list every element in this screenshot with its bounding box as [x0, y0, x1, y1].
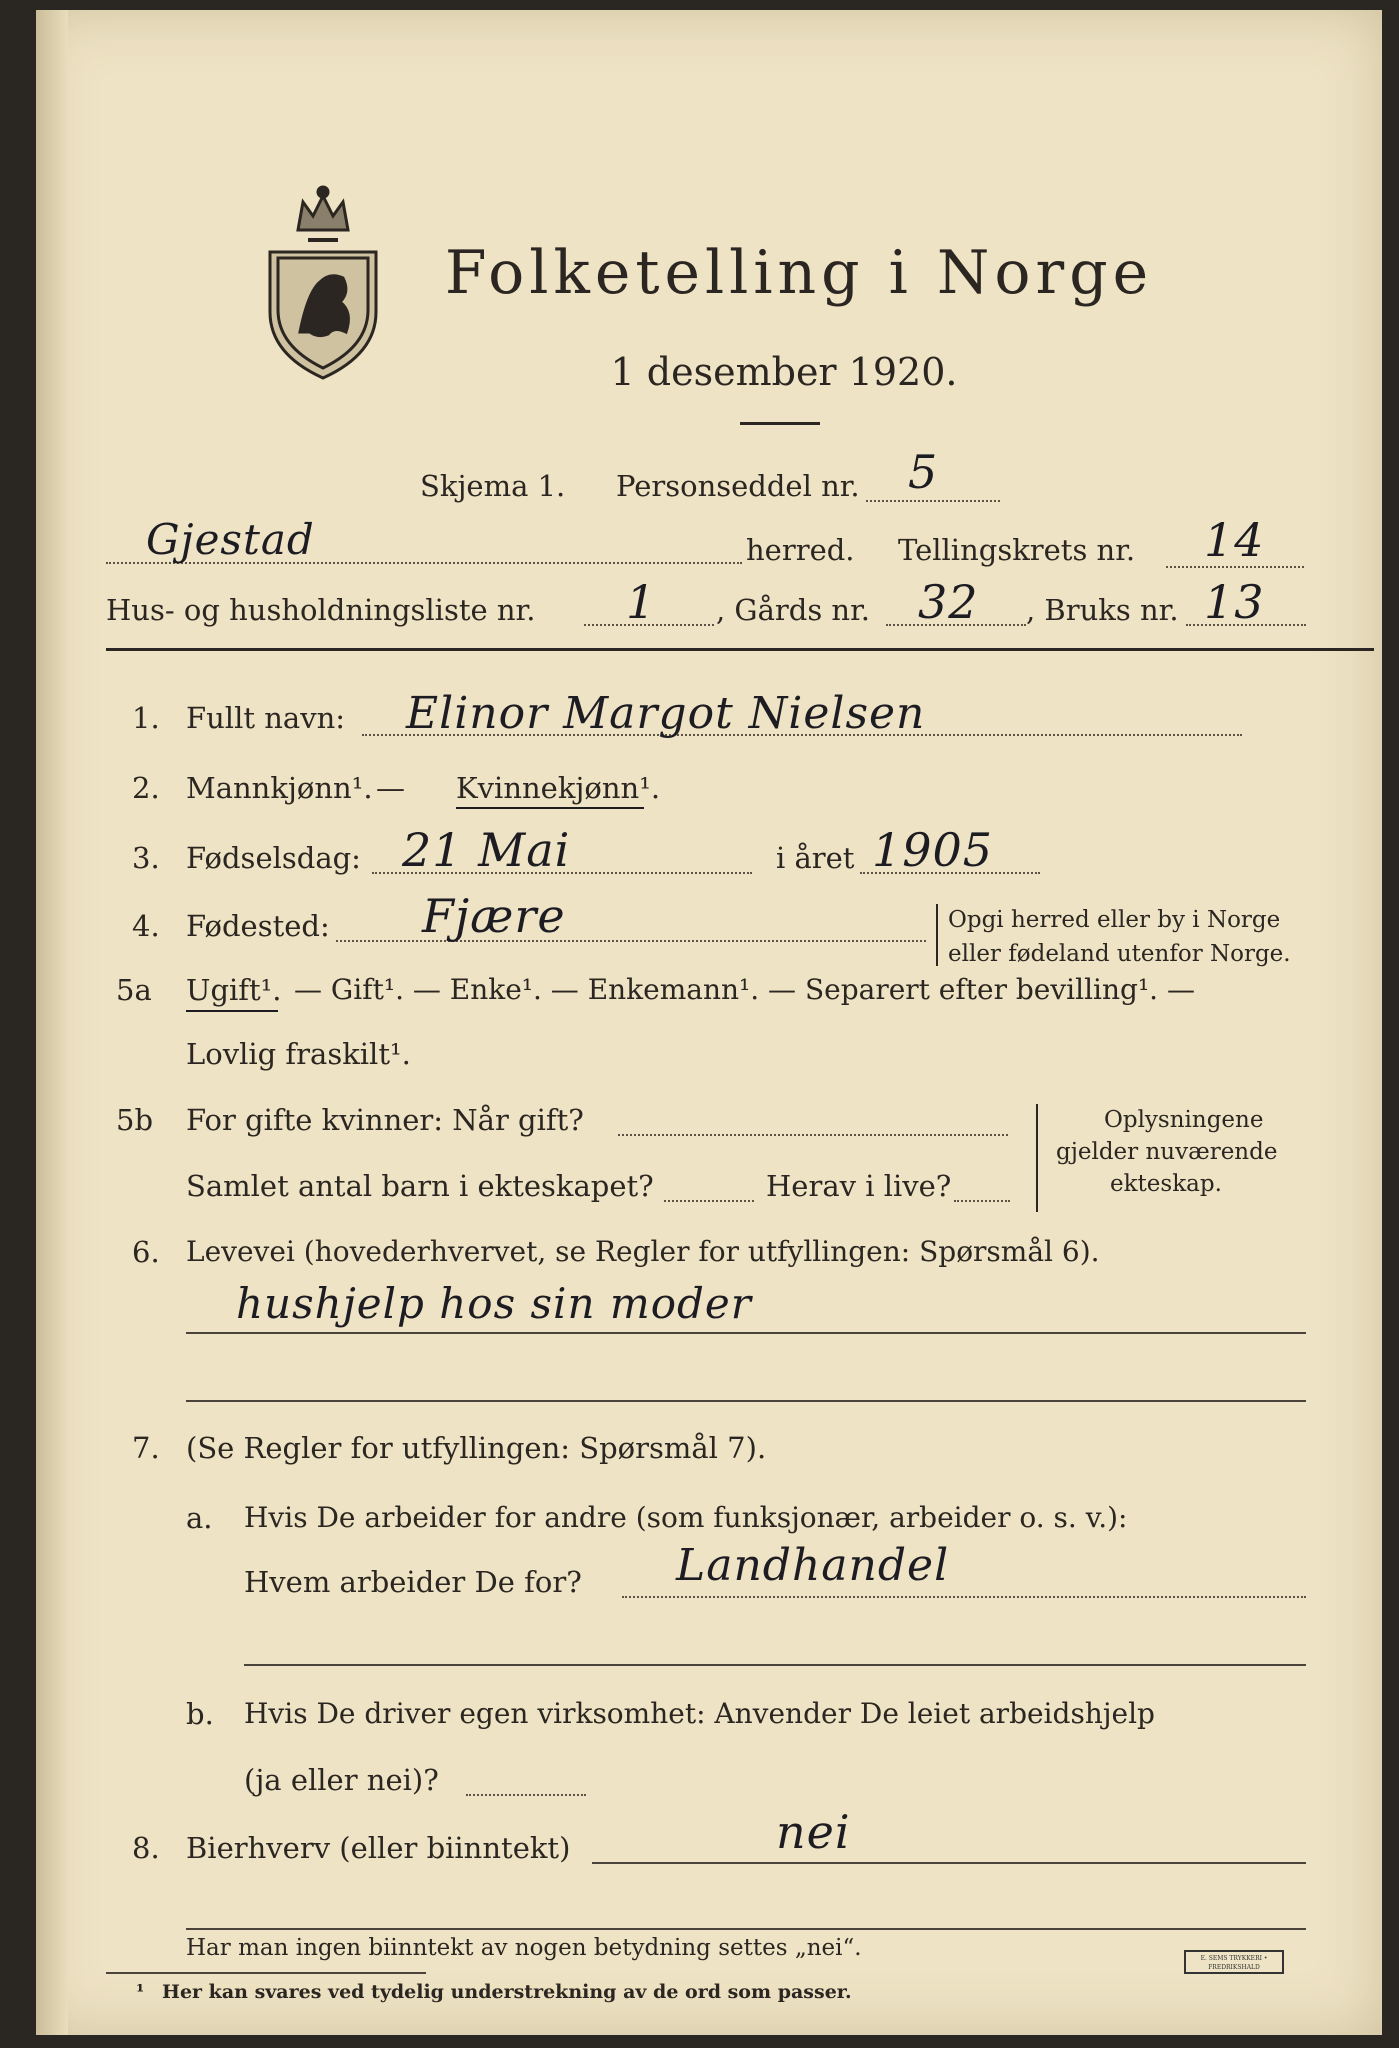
side-income-line[interactable] — [592, 1862, 1306, 1864]
q5b-number: 5b — [116, 1103, 154, 1137]
q7b-line1: Hvis De driver egen virksomhet: Anvender De leiet arbeidshjelp — [244, 1697, 1155, 1730]
tellingskrets-label: Tellingskrets nr. — [898, 533, 1136, 567]
q3-label: Fødselsdag: — [186, 841, 361, 875]
gards-label: , Gårds nr. — [716, 593, 870, 627]
birthplace-value: Fjære — [422, 889, 566, 943]
when-married-line[interactable] — [618, 1134, 1008, 1136]
divorced-option[interactable]: Lovlig fraskilt¹. — [186, 1037, 411, 1071]
personseddel-label: Personseddel nr. — [616, 469, 860, 503]
helper-line[interactable] — [466, 1794, 586, 1796]
q6-number: 6. — [132, 1235, 160, 1269]
husliste-label: Hus- og husholdningsliste nr. — [106, 593, 536, 627]
printer-stamp: E. SEMS TRYKKERI • FREDRIKSHALD — [1184, 1950, 1284, 1974]
side-income-label: Bierhverv (eller biinntekt) — [186, 1831, 571, 1865]
side-income-value: nei — [776, 1805, 851, 1859]
employer-line-2[interactable] — [244, 1664, 1306, 1666]
q2-number: 2. — [132, 771, 160, 805]
occupation-label: Levevei (hovederhvervet, se Regler for utfyllingen: Spørsmål 6). — [186, 1235, 1100, 1268]
bruks-value: 13 — [1204, 575, 1265, 629]
q3-number: 3. — [132, 841, 160, 875]
form-title: Folketelling i Norge — [444, 238, 1154, 308]
q4-number: 4. — [132, 909, 160, 943]
footer-note: Har man ingen biinntekt av nogen betydning settes „nei“. — [186, 1935, 862, 1961]
q4-label: Fødested: — [186, 909, 330, 943]
employer-line[interactable] — [622, 1596, 1306, 1598]
marital-options[interactable]: — Gift¹. — Enke¹. — Enkemann¹. — Separert efter bevilling¹. — — [294, 973, 1195, 1006]
male-option[interactable]: Mannkjønn¹. — [186, 771, 373, 805]
herred-value: Gjestad — [146, 515, 315, 564]
year-label: i året — [776, 841, 855, 875]
marriage-note-3: ekteskap. — [1110, 1171, 1222, 1197]
q7b-letter: b. — [186, 1697, 214, 1731]
occupation-value: hushjelp hos sin moder — [236, 1279, 752, 1328]
full-name-value: Elinor Margot Nielsen — [406, 688, 926, 739]
birth-year-value: 1905 — [872, 823, 994, 877]
q7a-line1: Hvis De arbeider for andre (som funksjonær, arbeider o. s. v.): — [244, 1501, 1128, 1534]
employer-label: Hvem arbeider De for? — [244, 1565, 582, 1599]
census-form — [36, 10, 1382, 2035]
header-divider — [106, 648, 1374, 651]
female-option[interactable]: Kvinnekjønn¹. — [456, 771, 661, 805]
occupation-line-1[interactable] — [186, 1332, 1306, 1334]
when-married-label: For gifte kvinner: Når gift? — [186, 1103, 584, 1137]
employer-value: Landhandel — [676, 1540, 950, 1591]
gards-value: 32 — [918, 575, 979, 629]
unmarried-option[interactable]: Ugift¹. — [186, 973, 282, 1007]
tellingskrets-value: 14 — [1204, 513, 1265, 567]
side-income-line-2[interactable] — [186, 1928, 1306, 1930]
marriage-note-2: gjelder nuværende — [1056, 1139, 1278, 1165]
birthplace-note-2: eller fødeland utenfor Norge. — [948, 941, 1291, 967]
q7-number: 7. — [132, 1431, 160, 1465]
q1-label: Fullt navn: — [186, 701, 346, 735]
footnote-text: Her kan svares ved tydelig understrekning av de ord som passer. — [162, 1981, 852, 2003]
footnote-rule — [106, 1972, 426, 1974]
unmarried-underline — [186, 1010, 278, 1012]
q5a-number: 5a — [116, 973, 152, 1007]
personseddel-value: 5 — [908, 445, 939, 499]
schema-label: Skjema 1. — [420, 469, 566, 503]
binding-edge — [36, 10, 68, 2035]
title-divider — [740, 422, 820, 425]
birthplace-brace — [936, 904, 938, 966]
marriage-note-1: Oplysningene — [1104, 1107, 1264, 1133]
husliste-value: 1 — [626, 575, 657, 629]
herred-label: herred. — [746, 533, 855, 567]
occupation-line-2[interactable] — [186, 1400, 1306, 1402]
footnote-mark: ¹ — [136, 1981, 145, 2003]
alive-label: Herav i live? — [766, 1169, 952, 1203]
birthday-value: 21 Mai — [402, 823, 571, 877]
children-label: Samlet antal barn i ekteskapet? — [186, 1169, 654, 1203]
bruks-label: , Bruks nr. — [1026, 593, 1179, 627]
children-line[interactable] — [664, 1200, 754, 1202]
q1-number: 1. — [132, 701, 160, 735]
census-date: 1 desember 1920. — [610, 350, 958, 394]
personseddel-line[interactable] — [866, 500, 1000, 502]
female-underline — [456, 807, 644, 809]
birthplace-note-1: Opgi herred eller by i Norge — [948, 907, 1281, 933]
q7-label: (Se Regler for utfyllingen: Spørsmål 7). — [186, 1431, 767, 1465]
q7a-letter: a. — [186, 1501, 213, 1535]
alive-line[interactable] — [954, 1200, 1010, 1202]
q8-number: 8. — [132, 1831, 160, 1865]
helper-label: (ja eller nei)? — [244, 1763, 439, 1797]
gender-separator: — — [376, 771, 405, 805]
marriage-brace — [1036, 1104, 1038, 1212]
